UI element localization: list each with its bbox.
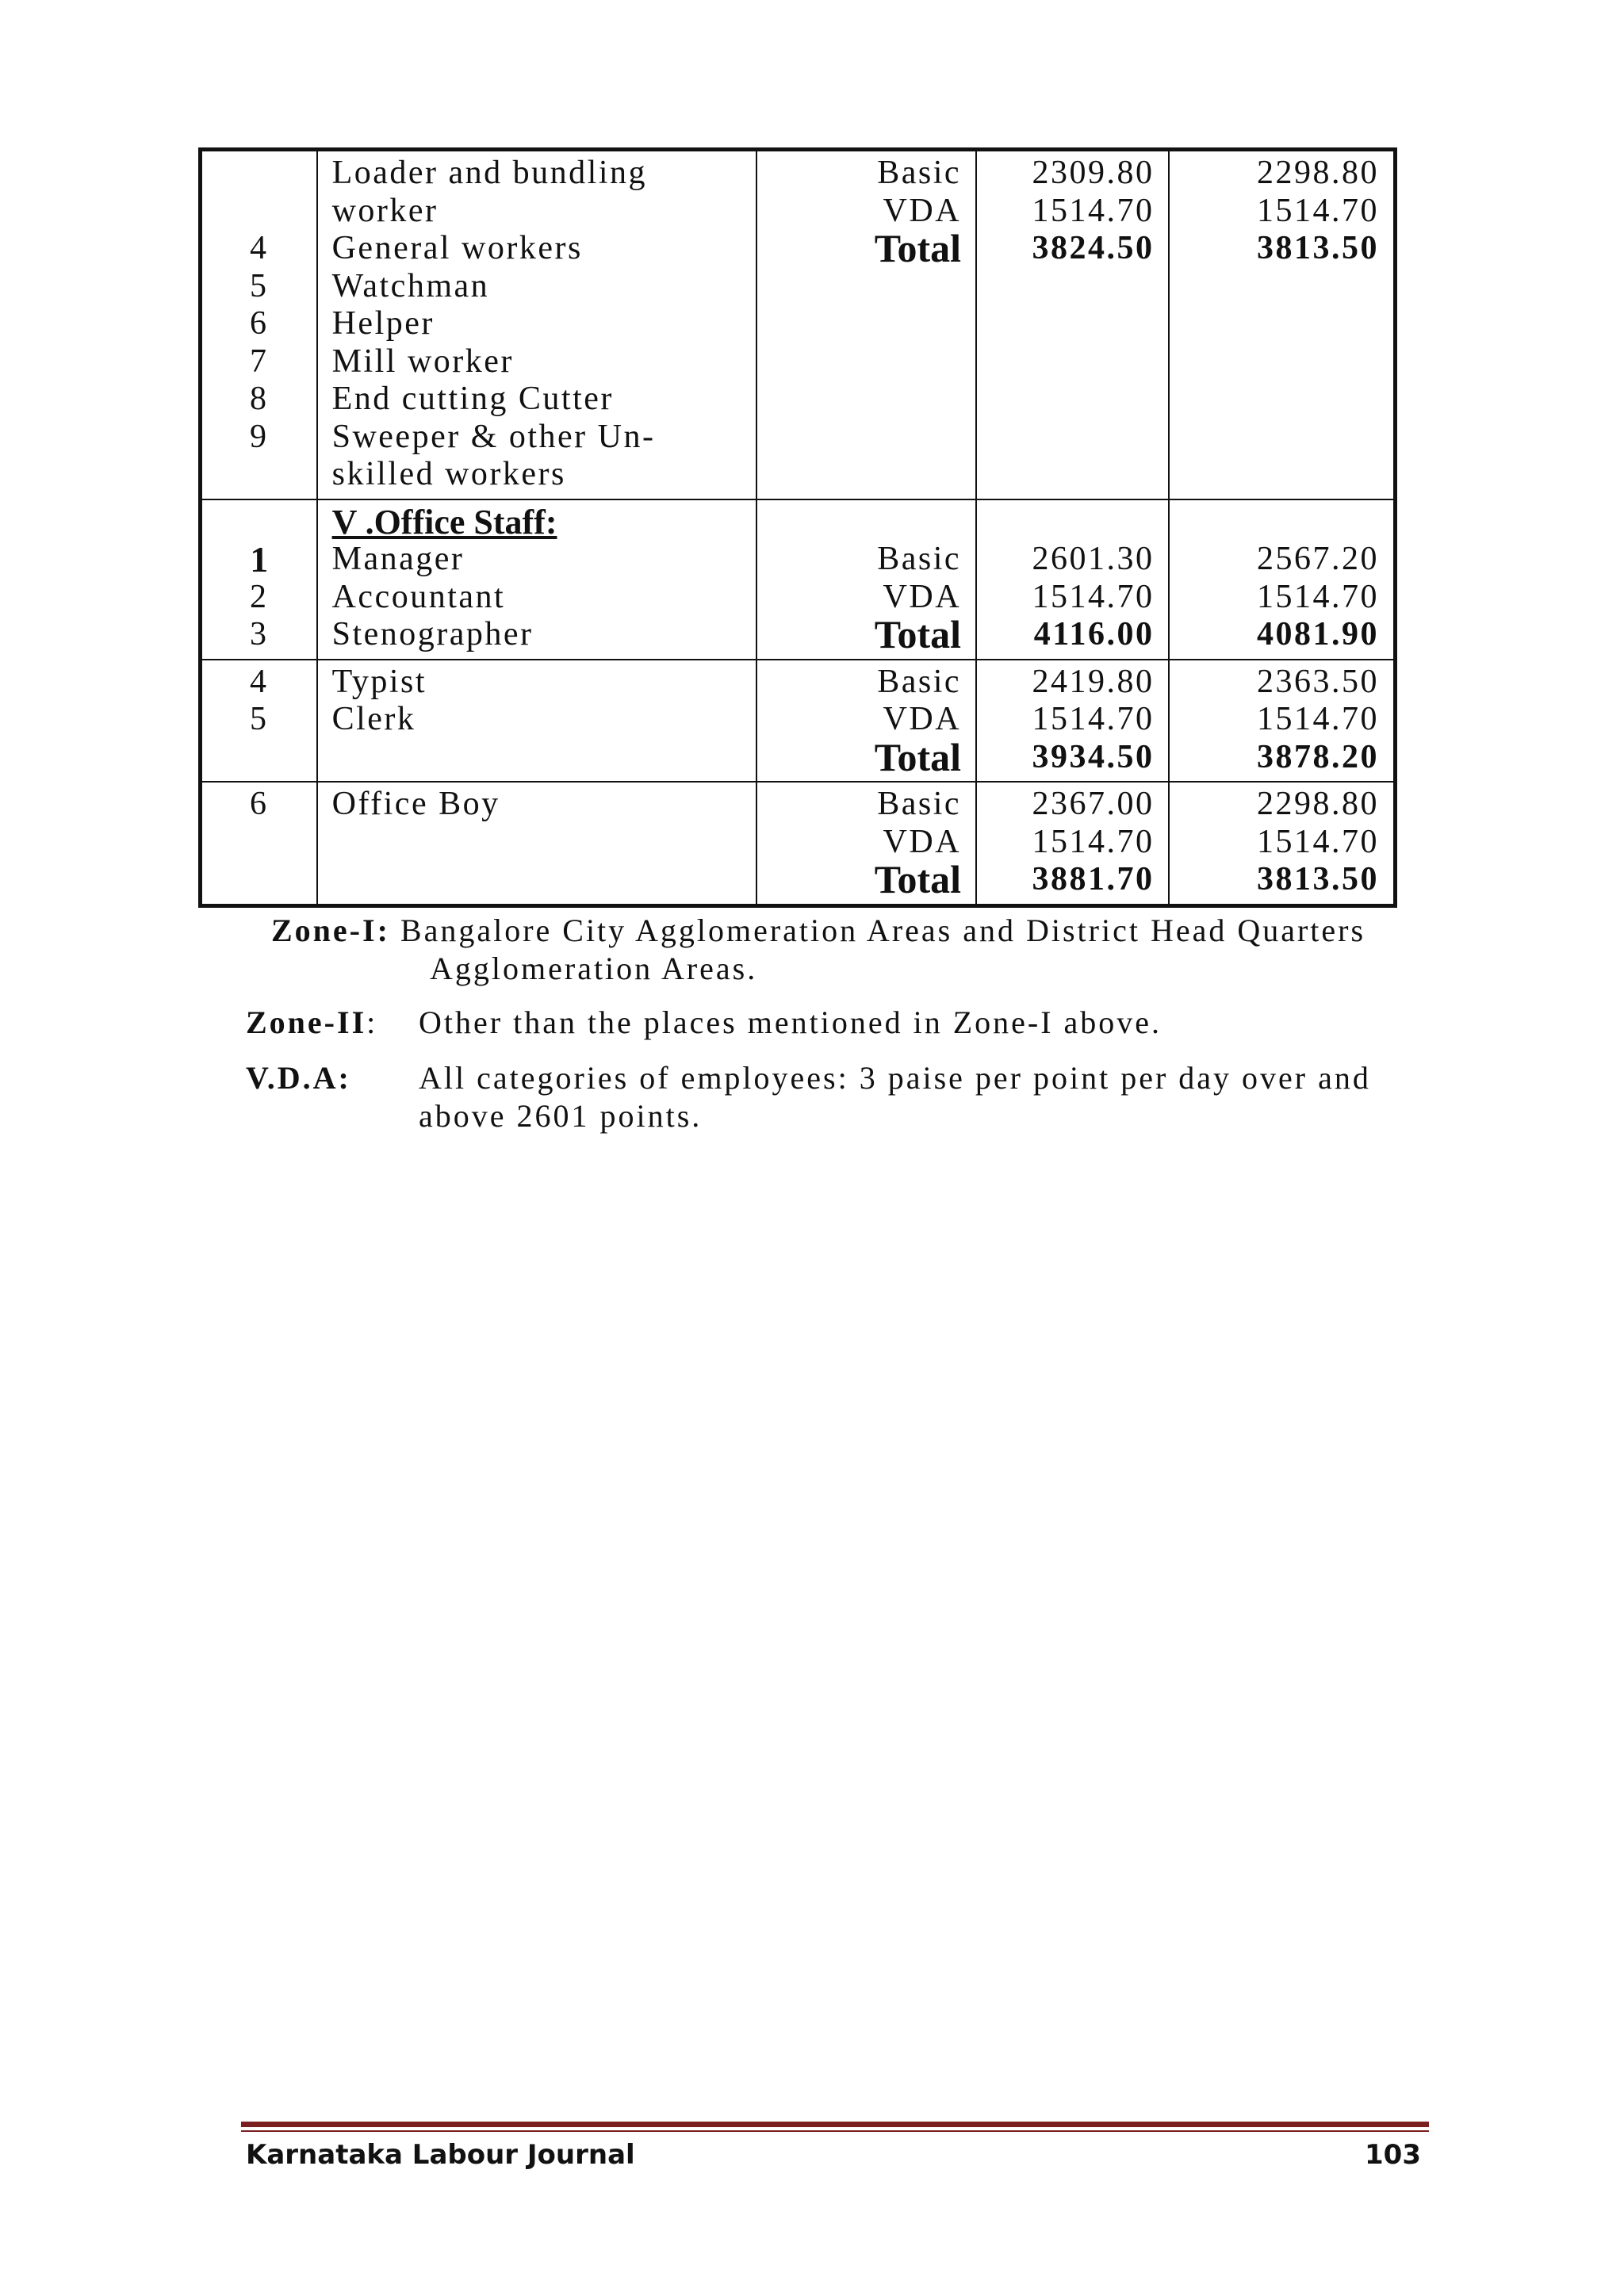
component-cell bbox=[756, 782, 976, 905]
serial-cell bbox=[201, 782, 317, 905]
total-label: Total bbox=[874, 612, 962, 656]
zone2-cell bbox=[1169, 782, 1395, 905]
serial-number bbox=[216, 155, 302, 193]
zone1-cell bbox=[976, 150, 1169, 499]
category-name: Stenographer bbox=[331, 616, 534, 652]
total-label: Total bbox=[874, 734, 962, 779]
zone2-vda: 1514.70 bbox=[1257, 701, 1379, 737]
serial-number bbox=[216, 456, 302, 494]
vda-text: All categories of employees: 3 paise per point per day over and above 2601 points. bbox=[419, 1060, 1371, 1134]
zone2-basic: 2363.50 bbox=[1257, 663, 1379, 700]
component-label: VDA bbox=[883, 701, 962, 737]
serial-cell bbox=[201, 150, 317, 499]
zone1-vda: 1514.70 bbox=[1032, 578, 1155, 615]
zone2-cell bbox=[1169, 150, 1395, 499]
zone1-total: 3881.70 bbox=[1032, 861, 1155, 897]
serial-number: 8 bbox=[250, 381, 269, 417]
zone1-basic: 2601.30 bbox=[1032, 541, 1155, 577]
serial-cell bbox=[201, 499, 317, 660]
serial-number: 4 bbox=[250, 663, 269, 700]
component-cell bbox=[756, 499, 976, 660]
zone2-key: Zone-II bbox=[246, 1004, 367, 1040]
zone1-cell bbox=[976, 660, 1169, 783]
zone1-total: 4116.00 bbox=[1033, 616, 1155, 652]
serial-number: 6 bbox=[250, 305, 269, 342]
category-name: worker bbox=[331, 192, 439, 229]
category-name: Mill worker bbox=[331, 342, 514, 380]
zone2-separator: : bbox=[366, 1004, 378, 1040]
zone1-note bbox=[271, 912, 1366, 986]
serial-number: 6 bbox=[250, 786, 269, 822]
zone1-text: Bangalore City Agglomeration Areas and District Head Quarters bbox=[400, 913, 1366, 948]
page-number: 103 bbox=[1365, 2139, 1421, 2171]
category-cell bbox=[317, 782, 757, 905]
zone1-cell bbox=[976, 499, 1169, 660]
category-cell bbox=[317, 499, 757, 660]
category-name: Manager bbox=[331, 541, 465, 577]
serial-number: 5 bbox=[250, 267, 269, 304]
component-label: Basic bbox=[877, 155, 962, 191]
vda-key: V.D.A: bbox=[246, 1060, 351, 1096]
component-cell bbox=[756, 150, 976, 499]
serial-number: 9 bbox=[250, 418, 269, 455]
component-label: VDA bbox=[883, 578, 962, 615]
zone1-total: 3934.50 bbox=[1032, 738, 1155, 775]
serial-number: 4 bbox=[250, 230, 269, 266]
zone2-cell bbox=[1169, 660, 1395, 783]
category-name: Clerk bbox=[331, 701, 416, 737]
component-label: Basic bbox=[877, 541, 962, 577]
zone2-vda: 1514.70 bbox=[1257, 192, 1379, 229]
table-row bbox=[201, 150, 1396, 499]
serial-number: 3 bbox=[250, 616, 269, 652]
section-heading: V .Office Staff: bbox=[331, 502, 557, 541]
zone2-total: 3878.20 bbox=[1257, 738, 1379, 775]
serial-number bbox=[216, 193, 302, 231]
zone2-basic: 2298.80 bbox=[1257, 155, 1379, 191]
zone1-vda: 1514.70 bbox=[1032, 192, 1155, 229]
category-name: Office Boy bbox=[331, 786, 500, 822]
category-name: Typist bbox=[331, 663, 427, 700]
table-row bbox=[201, 660, 1396, 783]
zone1-cell bbox=[976, 782, 1169, 905]
component-label: Basic bbox=[877, 663, 962, 700]
zone2-basic: 2298.80 bbox=[1257, 786, 1379, 822]
zone2-vda: 1514.70 bbox=[1257, 578, 1379, 615]
serial-number: 2 bbox=[250, 578, 269, 615]
journal-name: Karnataka Labour Journal bbox=[246, 2139, 635, 2171]
table-row bbox=[201, 782, 1396, 905]
category-cell bbox=[317, 150, 757, 499]
zone1-key: Zone-I: bbox=[271, 913, 390, 948]
vda-note bbox=[246, 1059, 1371, 1134]
component-cell bbox=[756, 660, 976, 783]
serial-number: 1 bbox=[250, 539, 269, 580]
zone1-basic: 2309.80 bbox=[1032, 155, 1155, 191]
category-name: General workers bbox=[331, 230, 583, 266]
zone2-total: 3813.50 bbox=[1257, 861, 1379, 897]
category-cell bbox=[317, 660, 757, 783]
total-label: Total bbox=[874, 226, 962, 270]
wage-table bbox=[198, 147, 1397, 908]
zone2-cell bbox=[1169, 499, 1395, 660]
category-name: Accountant bbox=[331, 578, 506, 615]
category-name: skilled workers bbox=[331, 456, 566, 492]
component-label: VDA bbox=[883, 823, 962, 860]
category-name: Loader and bundling bbox=[331, 155, 647, 191]
category-name: Watchman bbox=[331, 267, 490, 304]
footer-rule bbox=[241, 2122, 1429, 2127]
component-label: VDA bbox=[883, 192, 962, 229]
zone1-total: 3824.50 bbox=[1032, 230, 1155, 266]
zone1-vda: 1514.70 bbox=[1032, 701, 1155, 737]
category-name: Helper bbox=[331, 305, 435, 342]
zone1-vda: 1514.70 bbox=[1032, 823, 1155, 860]
serial-number: 7 bbox=[250, 342, 269, 380]
table-row bbox=[201, 499, 1396, 660]
zone1-text-continued: Agglomeration Areas. bbox=[430, 951, 758, 986]
zone1-basic: 2367.00 bbox=[1032, 786, 1155, 822]
serial-cell bbox=[201, 660, 317, 783]
zone2-total: 3813.50 bbox=[1257, 230, 1379, 266]
zone1-basic: 2419.80 bbox=[1032, 663, 1155, 700]
component-label: Basic bbox=[877, 786, 962, 822]
category-name: Sweeper & other Un- bbox=[331, 418, 656, 455]
total-label: Total bbox=[874, 857, 962, 901]
footer-rule-thin bbox=[241, 2130, 1429, 2132]
zone2-vda: 1514.70 bbox=[1257, 823, 1379, 860]
serial-number: 5 bbox=[250, 701, 269, 737]
zone2-text: Other than the places mentioned in Zone-I above. bbox=[419, 1004, 1162, 1040]
zone2-total: 4081.90 bbox=[1257, 616, 1379, 652]
zone2-basic: 2567.20 bbox=[1257, 541, 1379, 577]
zone2-note bbox=[246, 1004, 1162, 1042]
category-name: End cutting Cutter bbox=[331, 381, 614, 417]
